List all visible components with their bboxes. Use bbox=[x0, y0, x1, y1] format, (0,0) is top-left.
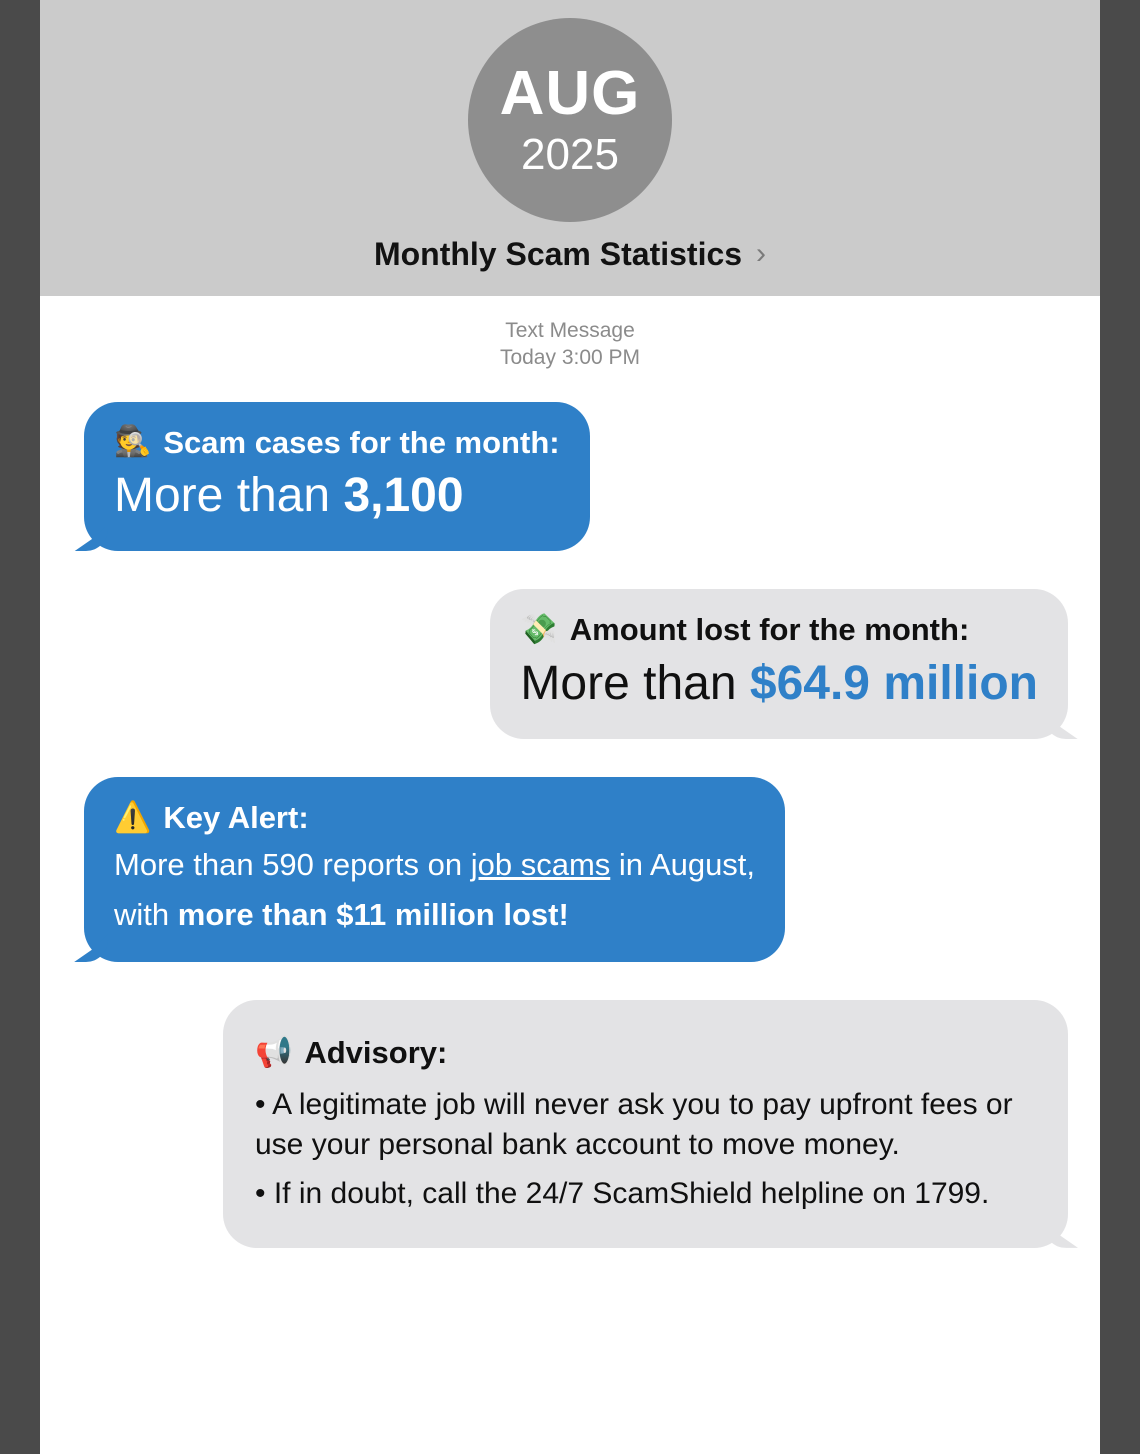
amount-lost-value-prefix: More than bbox=[520, 656, 750, 710]
advisory-bullet-1: • A legitimate job will never ask you to pay upfront fees or use your personal bank account to move money. bbox=[255, 1088, 1013, 1162]
advisory-title bbox=[255, 1034, 1038, 1071]
timestamp-value: Today 3:00 PM bbox=[499, 345, 641, 369]
conversation-header bbox=[40, 0, 1100, 296]
message-row bbox=[62, 589, 1078, 739]
left-device-bezel bbox=[0, 0, 40, 1454]
amount-lost-value: $64.9 million bbox=[749, 656, 1038, 710]
amount-lost-value-line bbox=[520, 655, 1038, 714]
bottom-spacer bbox=[62, 1286, 1078, 1376]
message-row bbox=[62, 402, 1078, 552]
money-with-wings-emoji: 💸 bbox=[520, 613, 558, 647]
avatar-year-label: 2025 bbox=[521, 130, 619, 179]
advisory-bullet-2: • If in doubt, call the 24/7 ScamShield helpline on 1799. bbox=[255, 1176, 990, 1210]
scam-cases-value: 3,100 bbox=[343, 468, 464, 522]
scam-cases-value-prefix: More than bbox=[114, 468, 344, 522]
message-bubble-advisory[interactable] bbox=[223, 1000, 1068, 1248]
contact-avatar[interactable] bbox=[468, 18, 672, 222]
contact-info-button[interactable] bbox=[374, 236, 766, 273]
key-alert-line1-prefix: More than 590 reports on bbox=[114, 847, 471, 883]
message-timestamp bbox=[62, 318, 1078, 372]
contact-name: Monthly Scam Statistics bbox=[373, 236, 743, 272]
message-row bbox=[62, 1000, 1078, 1248]
right-device-bezel bbox=[1100, 0, 1140, 1454]
key-alert-title bbox=[114, 799, 755, 836]
scam-cases-title bbox=[114, 424, 560, 461]
advisory-title-text: Advisory: bbox=[304, 1035, 448, 1071]
avatar-month-label: AUG bbox=[499, 59, 641, 128]
service-label: Text Message bbox=[505, 319, 635, 342]
message-bubble-key-alert[interactable] bbox=[84, 777, 785, 962]
key-alert-line1-suffix: in August, bbox=[610, 847, 756, 883]
message-bubble-amount-lost[interactable] bbox=[490, 589, 1068, 739]
key-alert-line2-prefix: with bbox=[114, 897, 178, 933]
key-alert-line-1 bbox=[114, 844, 755, 886]
scam-cases-title-text: Scam cases for the month: bbox=[163, 424, 560, 460]
key-alert-title-text: Key Alert: bbox=[163, 800, 309, 836]
message-bubble-scam-cases[interactable] bbox=[84, 402, 590, 552]
key-alert-line-2 bbox=[114, 894, 755, 936]
messages-screen bbox=[40, 0, 1100, 1454]
job-scams-link[interactable]: job scams bbox=[470, 847, 611, 883]
amount-lost-title bbox=[520, 611, 1038, 648]
chevron-right-icon[interactable]: › bbox=[756, 236, 767, 270]
detective-emoji: 🕵️ bbox=[114, 425, 152, 459]
key-alert-line2-bold: more than $11 million lost! bbox=[177, 897, 569, 933]
amount-lost-title-text: Amount lost for the month: bbox=[569, 612, 970, 648]
message-row bbox=[62, 777, 1078, 962]
scam-cases-value-line bbox=[114, 467, 560, 526]
warning-emoji: ⚠️ bbox=[114, 800, 152, 834]
megaphone-emoji: 📢 bbox=[255, 1035, 293, 1069]
message-list bbox=[40, 318, 1100, 1376]
